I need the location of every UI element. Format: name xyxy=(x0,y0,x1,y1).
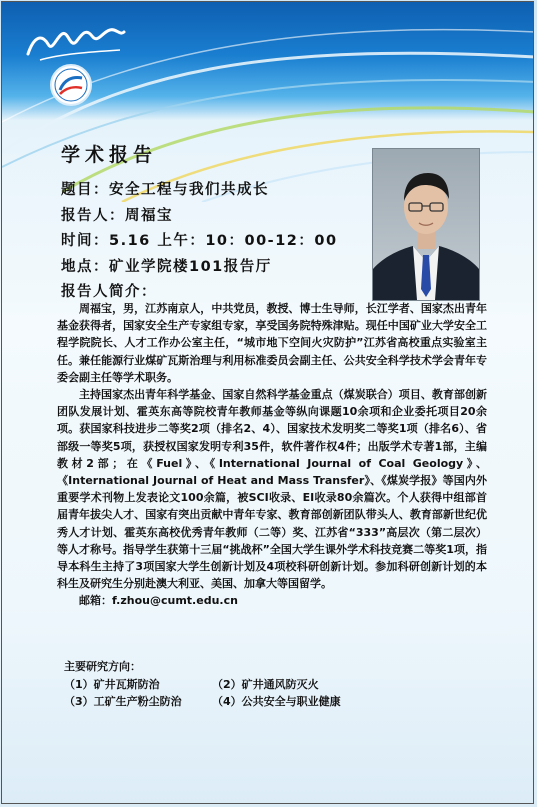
research-item: （4）公共安全与职业健康 xyxy=(212,695,341,708)
research-directions xyxy=(64,658,484,711)
research-item: （1）矿井瓦斯防治 xyxy=(64,677,160,691)
university-logo xyxy=(20,14,130,109)
research-row xyxy=(64,676,484,694)
talk-topic: 题目：安全工程与我们共成长 xyxy=(61,182,269,198)
talk-speaker: 报告人：周福宝 xyxy=(61,207,173,224)
talk-time: 时间：5.16 上午：10：00-12：00 xyxy=(61,233,338,249)
talk-info xyxy=(61,178,361,306)
university-seal-icon xyxy=(50,64,92,106)
bio-paragraph: 周福宝，男，江苏南京人，中共党员，教授、博士生导师，长江学者、国家杰出青年基金获得者，国家安全生产专家组专家，享受国务院特殊津贴。现任中国矿业大学安全工程学院院长、人才工作办公室主任，“城市地下空间火灾防护”江苏省高校重点实验室主任。兼任能源行业煤矿瓦斯治理与利用标准委员会副主任、公共安全科学技术学会青年专委会副主任等学术职务。 xyxy=(57,302,487,384)
talk-location: 地点：矿业学院楼101报告厅 xyxy=(61,258,272,275)
poster xyxy=(1,1,534,804)
bio-paragraph: 主持国家杰出青年科学基金、国家自然科学基金重点（煤炭联合）项目、教育部创新团队发展计划、霍英东高等院校青年教师基金等纵向课题10余项和企业委托项目20余项。获国家科技进步二等奖2项（排名2、4）、国家技术发明奖二等奖1项（排名6）、省部级一等奖5项，获授权国家发明专利35件，软件著作权4件；出版学术专著1部，主编教材2部；在《Fuel》、《International Journal of Coal Geology》、《International Journal of Heat and Mass Transfer》、《煤炭学报》等国内外重要学术刊物上发表论文100余篇，被SCI收录、EI收录80余篇次。个人获得中组部首届青年拔尖人才、国家有突出贡献中青年专家、教育部创新团队带头人、教育部新世纪优秀人才计划、霍英东高校优秀青年教师（二等）奖、江苏省“333”高层次（第二层次）等人才称号。指导学生获第十三届“挑战杯”全国大学生课外学术科技竞赛二等奖1项，指导本科生主持了3项国家大学生创新计划及4项校科研创新计划。参加科研创新计划的本科生及研究生分别赴澳大利亚、美国、加拿大等国留学。 xyxy=(57,388,487,591)
research-item: （3）工矿生产粉尘防治 xyxy=(64,695,182,708)
research-heading: 主要研究方向： xyxy=(64,660,141,673)
page-title: 学术报告 xyxy=(61,144,158,166)
research-row xyxy=(64,693,484,711)
speaker-intro-label: 报告人简介： xyxy=(61,284,157,300)
speaker-email: 邮箱：f.zhou@cumt.edu.cn xyxy=(79,594,238,608)
speaker-photo xyxy=(372,148,480,301)
research-item: （2）矿井通风防灭火 xyxy=(212,677,319,691)
speaker-bio xyxy=(57,300,487,610)
